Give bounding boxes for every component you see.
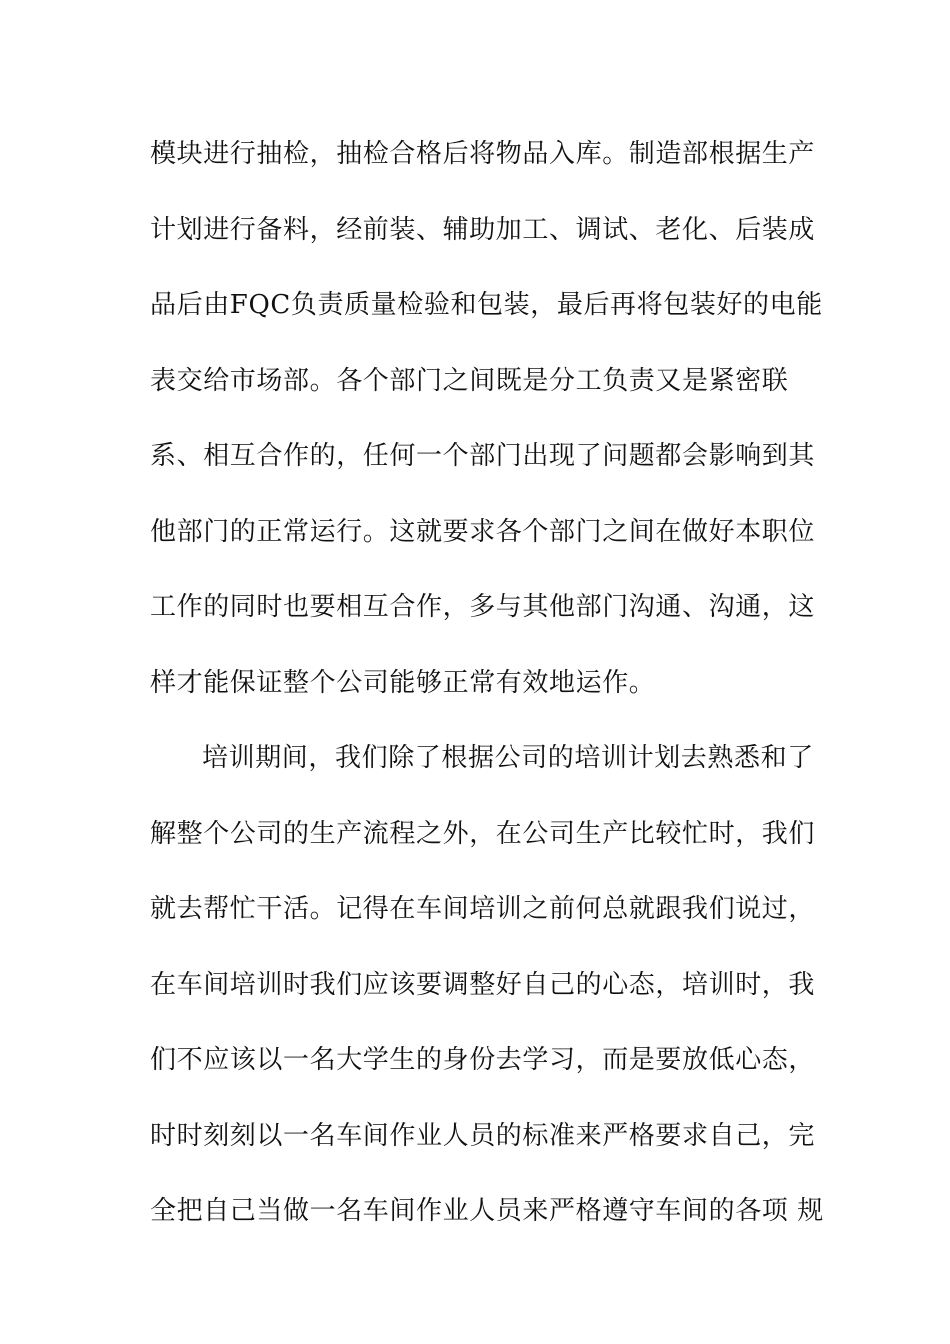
text-line: 们不应该以一名大学生的身份去学习，而是要放低心态，: [150, 1045, 816, 1075]
text-line: 他部门的正常运行。这就要求各个部门之间在做好本职位: [150, 516, 816, 547]
text-line: 全把自己当做一名车间作业人员来严格遵守车间的各项 规: [150, 1196, 824, 1226]
text-line: 品后由FQC负责质量检验和包装，最后再将包装好的电能: [150, 290, 823, 320]
text-line: 表交给市场部。各个部门之间既是分工负责又是紧密联: [150, 365, 789, 396]
text-line: 样才能保证整个公司能够正常有效地运作。: [150, 667, 656, 698]
text-line: 计划进行备料，经前装、辅助加工、调试、老化、后装成: [150, 214, 816, 245]
text-line: 系、相互合作的，任何一个部门出现了问题都会影响到其: [150, 441, 816, 471]
document-body: [150, 117, 830, 1250]
paragraph-first-line: 培训期间，我们除了根据公司的培训计划去熟悉和了: [202, 743, 814, 773]
text-line: 解整个公司的生产流程之外，在公司生产比较忙时，我们: [150, 818, 816, 849]
text-line: 模块进行抽检，抽检合格后将物品入库。制造部根据生产: [150, 139, 816, 169]
text-line: 工作的同时也要相互合作，多与其他部门沟通、沟通，这: [150, 592, 816, 622]
text-line: 在车间培训时我们应该要调整好自己的心态，培训时，我: [150, 969, 816, 1000]
text-line: 时时刻刻以一名车间作业人员的标准来严格要求自己，完: [150, 1120, 816, 1151]
text-line: 就去帮忙干活。记得在车间培训之前何总就跟我们说过，: [150, 894, 816, 924]
